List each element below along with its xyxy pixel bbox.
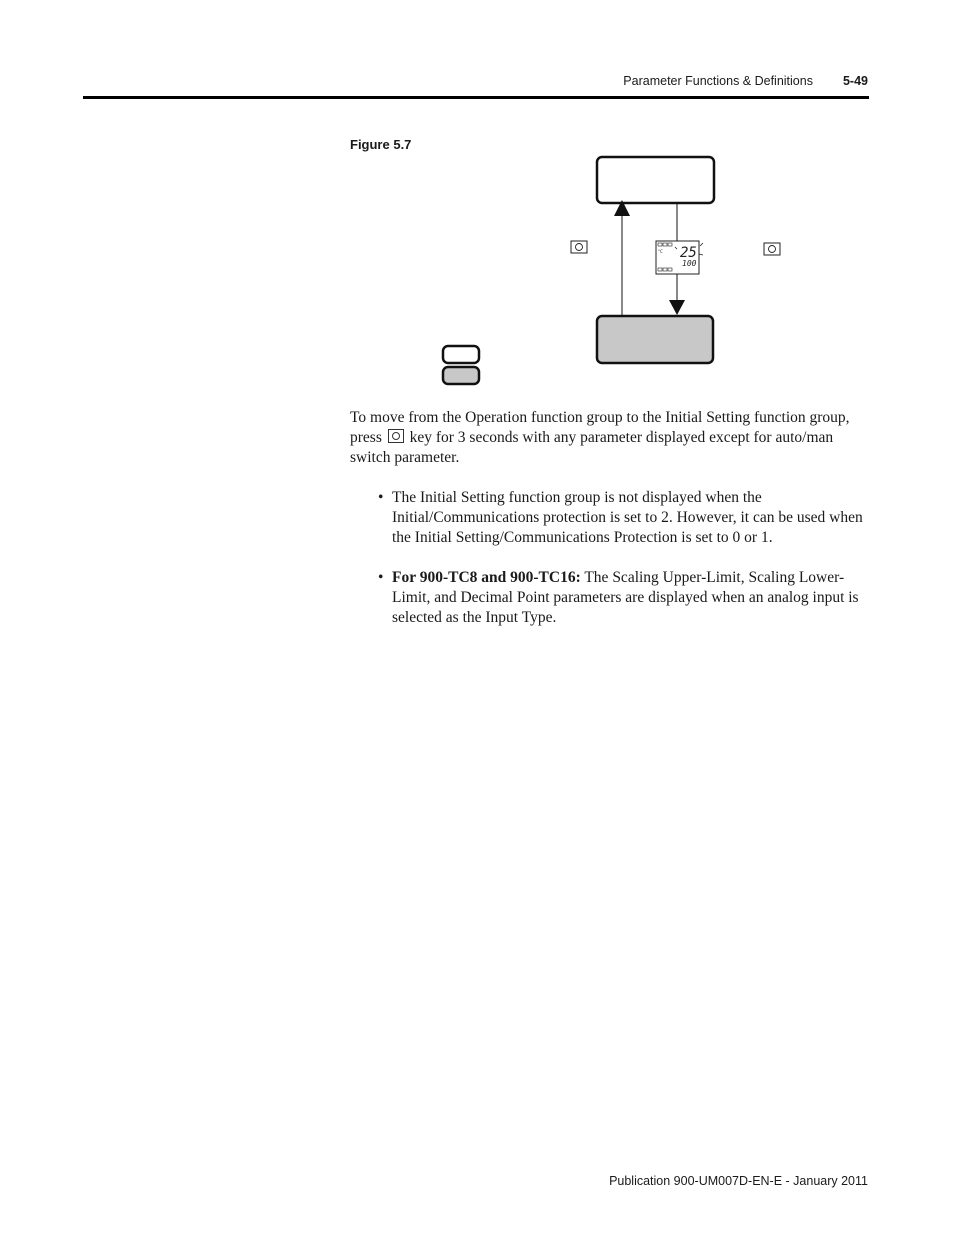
- intro-paragraph: [350, 408, 870, 468]
- operation-group-box: [597, 316, 713, 363]
- initial-setting-group-box: [597, 157, 714, 203]
- publication-footer: Publication 900-UM007D-EN-E - January 2011: [609, 1174, 868, 1188]
- bullet-dot: •: [378, 489, 384, 506]
- key-icon-left: [571, 241, 587, 253]
- figure-label: Figure 5.7: [350, 137, 412, 152]
- bullet-text: The Initial Setting function group is not displayed when the Initial/Communications protection is set to 2. However, it can be used when the Initial Setting/Communications Protection is set to 0 or 1.: [392, 489, 863, 546]
- key-icon: [388, 429, 404, 443]
- page-number: 5-49: [842, 74, 868, 88]
- down-arrow-head: [669, 300, 685, 315]
- bullet-dot: •: [378, 569, 384, 586]
- body-text: [350, 408, 870, 648]
- legend-gray-box: [443, 367, 479, 384]
- display-bottom-digits: 100: [682, 259, 697, 268]
- svg-text:°C: °C: [658, 249, 663, 254]
- bullet-text: The Scaling Upper-Limit, Scaling Lower-Limit, and Decimal Point parameters are displayed when an analog input is selected as the Input Type.: [392, 569, 859, 626]
- bullet-bold-lead: For 900-TC8 and 900-TC16:: [392, 569, 581, 586]
- controller-display-icon: [656, 241, 703, 274]
- section-title: Parameter Functions & Definitions: [623, 74, 813, 88]
- intro-text-before-key: To move from the Operation function group to the Initial Setting function group, press: [350, 409, 850, 446]
- key-icon-right: [764, 243, 780, 255]
- bullet-list: [350, 488, 870, 628]
- display-top-digits: 25: [680, 245, 697, 261]
- legend-white-box: [443, 346, 479, 363]
- intro-text-after-key: key for 3 seconds with any parameter displayed except for auto/man switch parameter.: [350, 429, 834, 466]
- bullet-item-scaling: [350, 568, 870, 628]
- bullet-item-protection: [350, 488, 870, 548]
- function-group-diagram: [0, 0, 954, 400]
